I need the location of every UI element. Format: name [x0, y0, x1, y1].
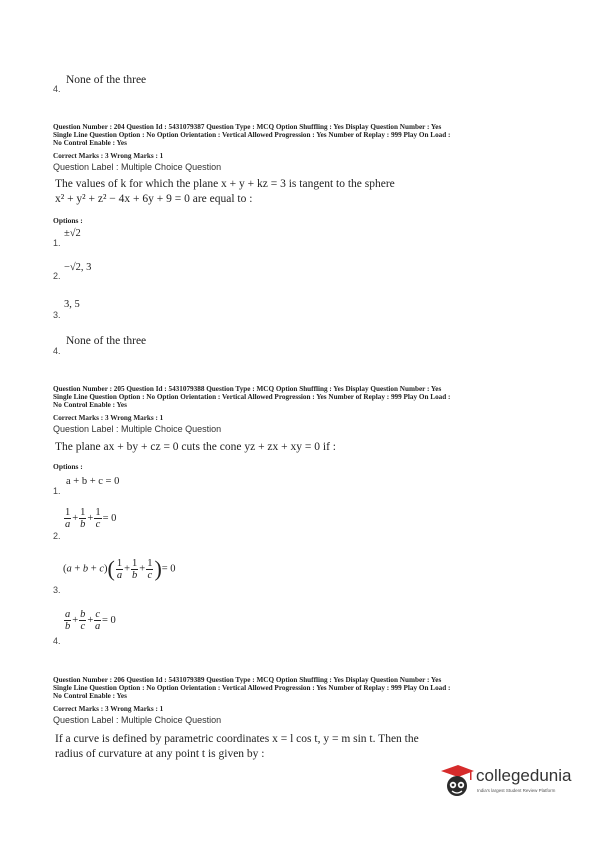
q205-option-2-number: 2. [53, 531, 61, 541]
question-206-text [55, 732, 419, 762]
question-206-meta [53, 676, 450, 700]
question-204-marks: Correct Marks : 3 Wrong Marks : 1 [53, 152, 164, 160]
question-204-label: Question Label : Multiple Choice Question [53, 162, 222, 172]
prev-option-number: 4. [53, 84, 61, 94]
question-204-text [55, 177, 395, 207]
question-206-label: Question Label : Multiple Choice Question [53, 715, 222, 725]
question-204-options-label: Options : [53, 216, 83, 225]
question-204-text-line2: x² + y² + z² − 4x + 6y + 9 = 0 are equal to : [55, 193, 253, 205]
q204-option-2-text: −√2, 3 [64, 262, 92, 273]
graduate-mascot-icon [436, 762, 476, 802]
q205-option-1-number: 1. [53, 486, 61, 496]
q204-option-2-number: 2. [53, 271, 61, 281]
q204-option-1-text: ±√2 [64, 228, 81, 239]
q205-option-2-formula: $\frac{1}{a}$ + $\frac{1}{b}$ + $\frac{1}{c}$ = 0 [65, 507, 117, 530]
q204-option-3-number: 3. [53, 310, 61, 320]
question-205-text: The plane ax + by + cz = 0 cuts the cone yz + zx + xy = 0 if : [55, 441, 336, 453]
meta-line: Question Number : 204 Question Id : 5431079387 Question Type : MCQ Option Shuffling : Yes Display Question Number : Yes [53, 123, 442, 131]
q205-option-3-number: 3. [53, 585, 61, 595]
question-205-options-label: Options : [53, 462, 83, 471]
prev-option-text: None of the three [66, 74, 147, 86]
meta-line: Question Number : 205 Question Id : 5431079388 Question Type : MCQ Option Shuffling : Yes Display Question Number : Yes [53, 385, 442, 393]
meta-line: No Control Enable : Yes [53, 692, 127, 700]
question-206-text-line2: radius of curvature at any point t is given by : [55, 748, 265, 760]
q204-option-4-text: None of the three [66, 335, 147, 347]
logo-name: collegedunia [476, 766, 572, 785]
q205-option-4-formula: $\frac{a}{b}$ + $\frac{b}{c}$ + $\frac{c}{a}$ = 0 [65, 609, 116, 632]
logo-tagline: India's largest Student Review Platform [477, 788, 556, 793]
question-206-marks: Correct Marks : 3 Wrong Marks : 1 [53, 705, 164, 713]
question-204-meta [53, 123, 450, 147]
meta-line: No Control Enable : Yes [53, 401, 127, 409]
q205-option-4-number: 4. [53, 636, 61, 646]
meta-line: Question Number : 206 Question Id : 5431079389 Question Type : MCQ Option Shuffling : Yes Display Question Number : Yes [53, 676, 442, 684]
q205-option-3-formula: (a + b + c)( $\frac{1}{a}$ + $\frac{1}{b}$ + $\frac{1}{c}$ )= 0 [63, 556, 176, 581]
question-204-text-line1: The values of k for which the plane x + y + kz = 3 is tangent to the sphere [55, 178, 395, 190]
collegedunia-logo [436, 760, 572, 806]
q204-option-1-number: 1. [53, 238, 61, 248]
q205-option-1-text: a + b + c = 0 [66, 476, 120, 487]
question-205-label: Question Label : Multiple Choice Question [53, 424, 222, 434]
q204-option-3-text: 3, 5 [64, 299, 80, 310]
meta-line: Single Line Question Option : No Option Orientation : Vertical Allowed Progression : Yes Number of Replay : 999 Play On Load : [53, 131, 451, 139]
question-205-meta [53, 385, 450, 409]
question-205-marks: Correct Marks : 3 Wrong Marks : 1 [53, 414, 164, 422]
question-206-text-line1: If a curve is defined by parametric coordinates x = l cos t, y = m sin t. Then the [55, 733, 419, 745]
meta-line: Single Line Question Option : No Option Orientation : Vertical Allowed Progression : Yes Number of Replay : 999 Play On Load : [53, 393, 451, 401]
meta-line: No Control Enable : Yes [53, 139, 127, 147]
q204-option-4-number: 4. [53, 346, 61, 356]
meta-line: Single Line Question Option : No Option Orientation : Vertical Allowed Progression : Yes Number of Replay : 999 Play On Load : [53, 684, 451, 692]
